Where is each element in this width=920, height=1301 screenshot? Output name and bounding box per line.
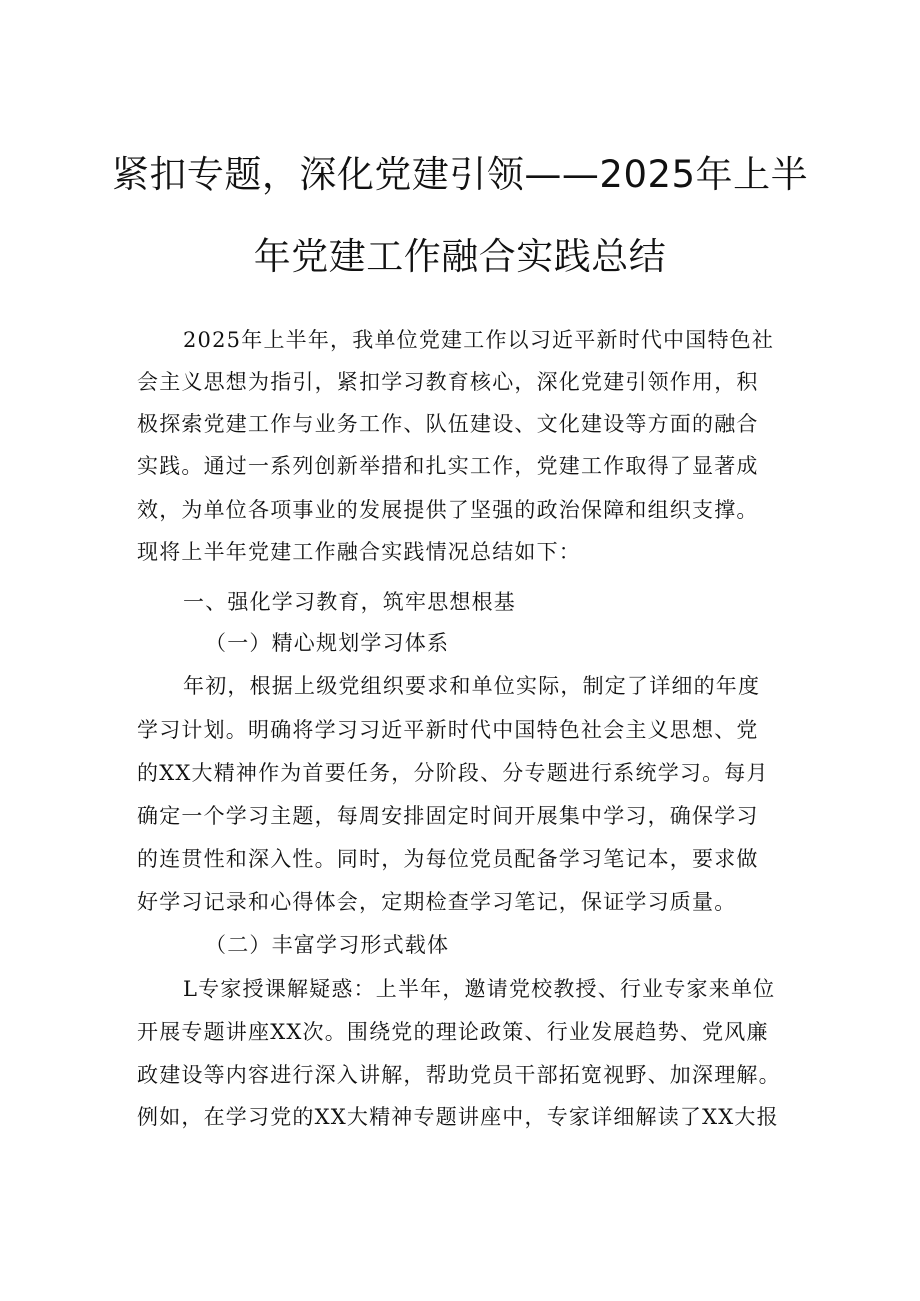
paragraph-line: 效，为单位各项事业的发展提供了坚强的政治保障和组织支撑。 bbox=[137, 498, 759, 522]
subsection-heading: （二）丰富学习形式载体 bbox=[205, 933, 450, 957]
subsection-heading: （一）精心规划学习体系 bbox=[205, 631, 450, 655]
paragraph-line: 年初，根据上级党组织要求和单位实际，制定了详细的年度 bbox=[183, 674, 761, 698]
section-heading: 一、强化学习教育，筑牢思想根基 bbox=[183, 590, 516, 614]
paragraph-line: 的连贯性和深入性。同时，为每位党员配备学习笔记本，要求做 bbox=[137, 847, 759, 871]
paragraph-line: 的XX大精神作为首要任务，分阶段、分专题进行系统学习。每月 bbox=[137, 761, 769, 785]
paragraph-line: 实践。通过一系列创新举措和扎实工作，党建工作取得了显著成 bbox=[137, 454, 759, 478]
paragraph-line: 学习计划。明确将学习习近平新时代中国特色社会主义思想、党 bbox=[137, 718, 759, 742]
paragraph-line: L专家授课解疑惑：上半年，邀请党校教授、行业专家来单位 bbox=[183, 977, 776, 1001]
paragraph-line: 现将上半年党建工作融合实践情况总结如下： bbox=[137, 540, 581, 564]
paragraph-line: 极探索党建工作与业务工作、队伍建设、文化建设等方面的融合 bbox=[137, 412, 759, 436]
paragraph-line: 例如，在学习党的XX大精神专题讲座中，专家详细解读了XX大报 bbox=[137, 1105, 779, 1129]
paragraph-line: 会主义思想为指引，紧扣学习教育核心，深化党建引领作用，积 bbox=[137, 370, 759, 394]
paragraph-line: 2025年上半年，我单位党建工作以习近平新时代中国特色社 bbox=[183, 328, 775, 352]
paragraph-line: 政建设等内容进行深入讲解，帮助党员干部拓宽视野、加深理解。 bbox=[137, 1063, 781, 1087]
document-title-line-2: 年党建工作融合实践总结 bbox=[253, 235, 667, 278]
paragraph-line: 确定一个学习主题，每周安排固定时间开展集中学习，确保学习 bbox=[137, 804, 759, 828]
paragraph-line: 好学习记录和心得体会，定期检查学习笔记，保证学习质量。 bbox=[137, 890, 737, 914]
paragraph-line: 开展专题讲座XX次。围绕党的理论政策、行业发展趋势、党风廉 bbox=[137, 1020, 769, 1044]
document-title-line-1: 紧扣专题，深化党建引领——2025年上半 bbox=[111, 153, 809, 196]
